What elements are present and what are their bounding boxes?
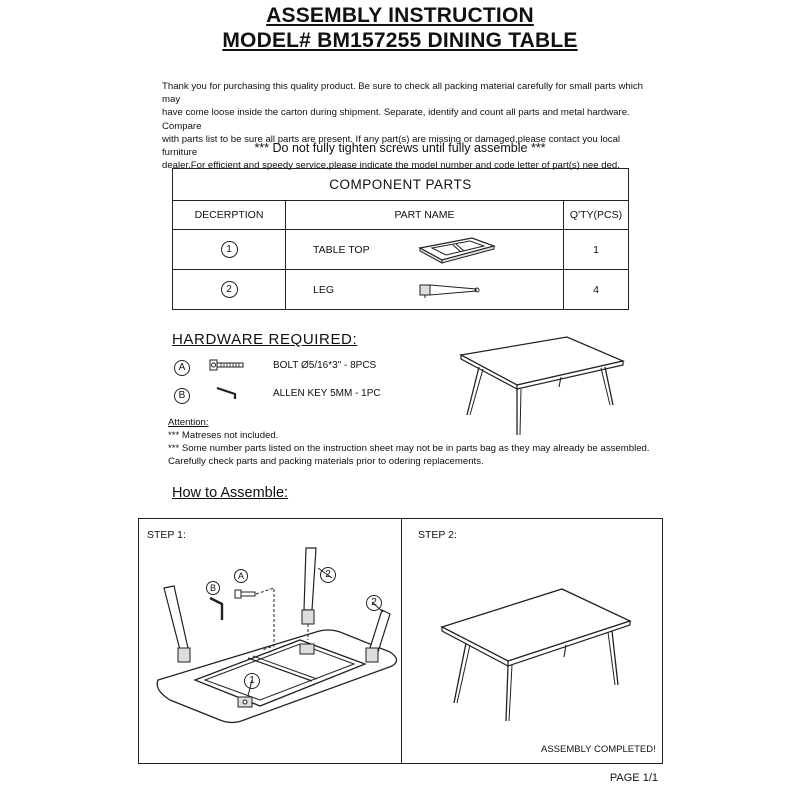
steps-divider: [401, 518, 402, 764]
intro-line: with parts list to be sure all parts are present. If any part(s) are missing or damaged,please contact you local furniture: [162, 133, 621, 159]
callout-table-top: 1: [244, 670, 260, 689]
allen-key-icon: [215, 385, 245, 401]
hardware-item-bolt: [174, 357, 190, 376]
model-title: MODEL# BM157255 DINING TABLE: [222, 29, 578, 52]
bolt-icon: [208, 358, 248, 372]
step-2-label: STEP 2:: [418, 529, 457, 541]
hardware-label: BOLT Ø5/16*3" - 8PCS: [273, 360, 377, 371]
callout-b: B: [206, 578, 220, 596]
attention-notes: [168, 416, 650, 468]
hardware-letter: A: [174, 360, 190, 376]
hardware-title: HARDWARE REQUIRED:: [172, 331, 358, 348]
hardware-item-allen-key: [174, 385, 190, 404]
component-parts-table: [172, 168, 629, 310]
part-name: LEG: [313, 284, 335, 296]
column-header-part-name: PART NAME: [286, 201, 564, 230]
column-header-description: DECERPTION: [173, 201, 286, 230]
step-2-completed-table: [436, 575, 636, 725]
part-number-badge: 2: [221, 281, 238, 298]
assembly-completed-text: ASSEMBLY COMPLETED!: [541, 744, 656, 755]
document-title: ASSEMBLY INSTRUCTION: [266, 4, 534, 27]
callout-leg-right: 2: [366, 592, 382, 611]
attention-line: Carefully check parts and packing materials prior to odering replacements.: [168, 456, 484, 467]
part-name: TABLE TOP: [313, 244, 370, 256]
hardware-label: ALLEN KEY 5MM - 1PC: [273, 388, 381, 399]
tighten-warning: *** Do not fully tighten screws until fully assemble ***: [254, 141, 546, 155]
step-1-illustration: [140, 540, 398, 760]
part-quantity: 4: [564, 270, 629, 310]
table-title: COMPONENT PARTS: [173, 169, 629, 201]
part-number-badge: 1: [221, 241, 238, 258]
intro-line: have come loose inside the carton during shipment. Separate, identify and count all parts and metal hardware. Compare: [162, 107, 630, 132]
callout-a: A: [234, 566, 248, 584]
intro-line: Thank you for purchasing this quality product. Be sure to check all packing material carefully for small parts which may: [162, 81, 643, 106]
attention-line: *** Some number parts listed on the instruction sheet may not be in parts bag as they may already be assembled.: [168, 443, 650, 454]
attention-heading: Attention:: [168, 417, 209, 428]
table-row: [173, 270, 629, 310]
step-1-label: STEP 1:: [147, 529, 186, 541]
hardware-letter: B: [174, 388, 190, 404]
how-to-assemble-heading: How to Assemble:: [172, 485, 289, 501]
part-quantity: 1: [564, 230, 629, 270]
column-header-quantity: Q'TY(PCS): [564, 201, 629, 230]
intro-paragraph: [162, 80, 646, 172]
intro-line: dealer.For efficient and speedy service,please indicate the model number and code letter of part(s) nee ded.: [162, 160, 620, 172]
page-number: PAGE 1/1: [609, 772, 658, 784]
leg-illustration: [418, 282, 482, 300]
table-top-illustration: [416, 236, 496, 264]
table-row: [173, 230, 629, 270]
attention-line: *** Matreses not included.: [168, 430, 279, 441]
callout-leg-center: 2: [320, 564, 336, 583]
